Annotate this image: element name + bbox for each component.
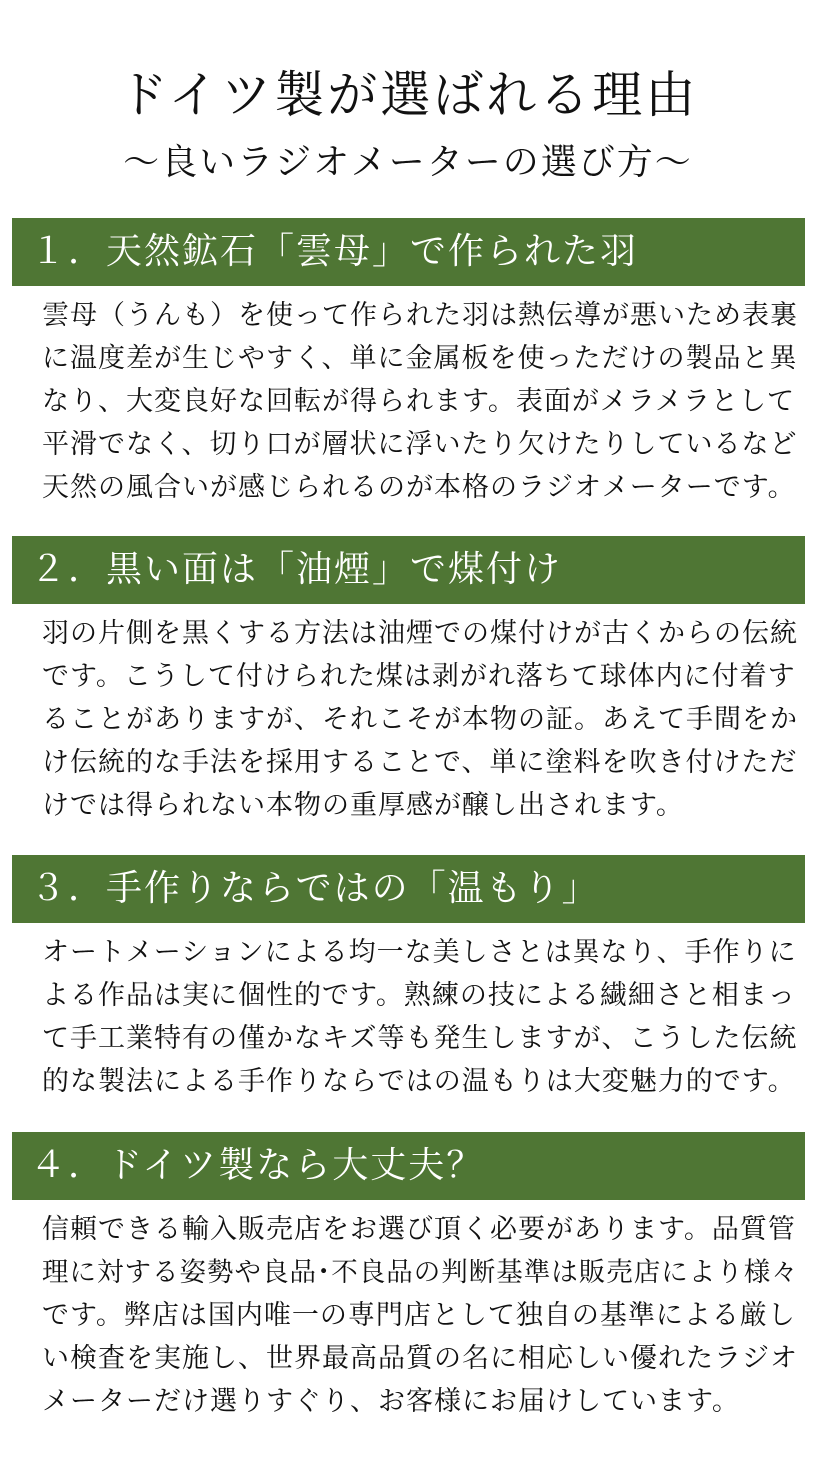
body-line: なり、大変良好な回転が得られます。表面がメラメラとして (42, 386, 796, 417)
section-body (12, 286, 805, 509)
body-line: です。弊店は国内唯一の専門店として独自の基準による厳し (42, 1300, 796, 1331)
section-heading: １．天然鉱石「雲母」で作られた羽 (12, 218, 805, 286)
section-heading: ３．手作りならではの「温もり」 (12, 855, 805, 923)
section-german-made (12, 1132, 805, 1423)
body-line: け伝統的な手法を採用することで、単に塗料を吹き付けただ (42, 747, 798, 778)
body-line: 理に対する姿勢や良品･不良品の判断基準は販売店により様々 (42, 1257, 799, 1288)
body-line: 羽の片側を黒くする方法は油煙での煤付けが古くからの伝統 (42, 618, 798, 649)
body-line: 信頼できる輸入販売店をお選び頂く必要があります。品質管 (42, 1214, 796, 1245)
body-line: メーターだけ選りすぐり、お客様にお届けしています。 (42, 1386, 740, 1417)
body-line: 雲母（うんも）を使って作られた羽は熱伝導が悪いため表裏 (42, 300, 798, 331)
body-line: い検査を実施し、世界最高品質の名に相応しい優れたラジオ (42, 1343, 798, 1374)
body-line: オートメーションによる均一な美しさとは異なり、手作りに (42, 937, 797, 968)
section-heading: ２．黒い面は「油煙」で煤付け (12, 536, 805, 604)
body-line: です。こうして付けられた煤は剥がれ落ちて球体内に付着す (42, 661, 796, 692)
section-mica-vanes (12, 218, 805, 509)
section-handmade-warmth (12, 855, 805, 1103)
body-line: よる作品は実に個性的です。熟練の技による繊細さと相まっ (42, 980, 796, 1011)
body-line: 平滑でなく、切り口が層状に浮いたり欠けたりしているなど (42, 429, 798, 460)
section-body (12, 923, 805, 1103)
body-line: けでは得られない本物の重厚感が醸し出されます。 (42, 790, 684, 821)
section-soot-coating (12, 536, 805, 827)
section-body (12, 1200, 805, 1423)
page-subtitle: ～良いラジオメーターの選び方～ (123, 142, 693, 183)
body-line: て手工業特有の僅かなキズ等も発生しますが、こうした伝統 (42, 1023, 798, 1054)
section-heading: ４．ドイツ製なら大丈夫？ (12, 1132, 805, 1200)
body-line: に温度差が生じやすく、単に金属板を使っただけの製品と異 (42, 343, 798, 374)
body-line: ることがありますが、それこそが本物の証。あえて手間をか (42, 704, 798, 735)
body-line: 的な製法による手作りならではの温もりは大変魅力的です。 (42, 1066, 796, 1097)
body-line: 天然の風合いが感じられるのが本格のラジオメーターです。 (42, 472, 796, 503)
page-title: ドイツ製が選ばれる理由 (117, 66, 699, 124)
section-body (12, 604, 805, 827)
